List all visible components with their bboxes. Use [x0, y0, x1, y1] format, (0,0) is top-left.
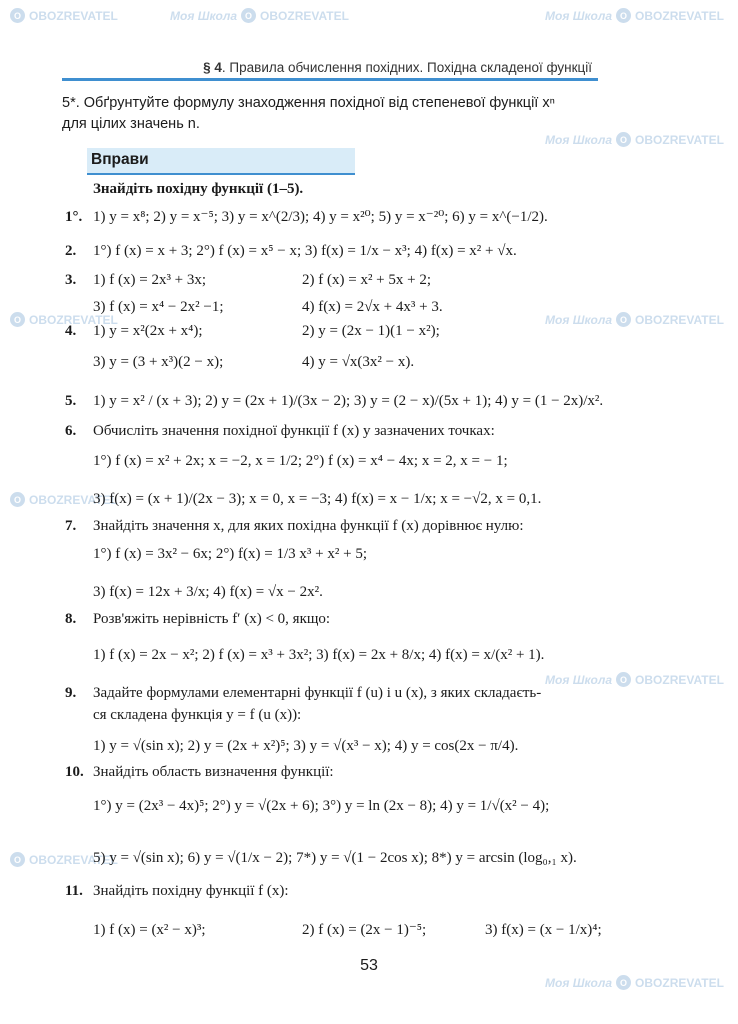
watermark-logo-icon: О — [10, 312, 25, 327]
watermark: О OBOZREVATEL — [10, 852, 118, 867]
task-6 — [65, 420, 495, 442]
watermark: О OBOZREVATEL — [10, 312, 118, 327]
watermark: О OBOZREVATEL — [10, 492, 118, 507]
task-line: 1) f (x) = 2x³ + 3x; — [93, 272, 207, 288]
watermark-logo-icon: О — [616, 672, 631, 687]
task-line: 3) f(x) = (x − 1/x)⁴; — [485, 922, 602, 938]
task-line: 1) f (x) = 2x − x²; 2) f (x) = x³ + 3x²; 3) f(x) = 2x + 8/x; 4) f(x) = x/(x² + 1). — [93, 647, 545, 663]
task-11 — [65, 880, 289, 902]
task-number: 11. — [65, 883, 83, 899]
task-line: Розв'яжіть нерівність f′ (x) < 0, якщо: — [93, 611, 331, 627]
task-4 — [65, 320, 203, 342]
task-line: 2) f (x) = (2x − 1)⁻⁵; — [302, 922, 427, 938]
task-line: Задайте формулами елементарні функції f (u) і u (x), з яких складаєть- — [93, 685, 542, 701]
task-line: Знайдіть значення x, для яких похідна функції f (x) дорівнює нулю: — [93, 518, 524, 534]
task-8 — [65, 608, 330, 630]
task-line: 3) y = (3 + x³)(2 − x); — [93, 354, 224, 370]
watermark-logo-icon: О — [616, 8, 631, 23]
task-line: 5) y = √(sin x); 6) y = √(1/x − 2); 7*) y = √(1 − 2cos x); 8*) y = arcsin (log₀,₁ x). — [93, 850, 577, 866]
exercises-heading: Вправи — [87, 148, 355, 174]
task-line: 1°) y = (2x³ − 4x)⁵; 2°) y = √(2x + 6); 3°) y = ln (2x − 8); 4) y = 1/√(x² − 4); — [93, 798, 550, 814]
watermark: О OBOZREVATEL — [10, 8, 118, 23]
watermark: Моя Школа О OBOZREVATEL — [545, 672, 724, 687]
header-rule — [62, 78, 598, 81]
task-number: 5. — [65, 393, 77, 409]
task-line: Знайдіть похідну функції f (x): — [93, 883, 289, 899]
task-line: 1) y = x⁸; 2) y = x⁻⁵; 3) y = x^(2/3); 4) y = x²⁰; 5) y = x⁻²⁰; 6) y = x^(−1/2). — [93, 209, 548, 225]
section-title: . Правила обчислення похідних. Похідна складеної функції — [221, 60, 592, 75]
task-number: 9. — [65, 685, 77, 701]
task-5 — [65, 390, 603, 412]
watermark: Моя Школа О OBOZREVATEL — [545, 132, 724, 147]
task-number: 6. — [65, 423, 77, 439]
task-line: 2) y = (2x − 1)(1 − x²); — [302, 323, 440, 339]
task-line: 1°) f (x) = x + 3; 2°) f (x) = x⁵ − x; 3) f(x) = 1/x − x³; 4) f(x) = x² + √x. — [93, 243, 517, 259]
task-1 — [65, 206, 548, 228]
watermark-logo-icon: О — [616, 132, 631, 147]
task-9 — [65, 682, 541, 704]
watermark-logo-icon: О — [10, 492, 25, 507]
task-line: 3) f (x) = x⁴ − 2x² −1; — [93, 299, 224, 315]
task-line: ся складена функція y = f (u (x)): — [93, 707, 302, 723]
exercises-intro: Знайдіть похідну функції (1–5). — [93, 181, 304, 197]
task-line: Знайдіть область визначення функції: — [93, 764, 334, 780]
watermark-logo-icon: О — [241, 8, 256, 23]
task-number: 8. — [65, 611, 77, 627]
page-number: 53 — [360, 957, 378, 974]
task-7 — [65, 515, 524, 537]
section-number: § 4 — [203, 60, 222, 75]
task-line: 4) y = √x(3x² − x). — [302, 354, 415, 370]
watermark-logo-icon: О — [10, 852, 25, 867]
running-header — [142, 60, 592, 75]
task-number: 3. — [65, 272, 77, 288]
task-number: 1°. — [65, 209, 83, 225]
watermark-logo-icon: О — [616, 975, 631, 990]
task-line: 4) f(x) = 2√x + 4x³ + 3. — [302, 299, 443, 315]
watermark-logo-icon: О — [616, 312, 631, 327]
question-5 — [62, 93, 672, 135]
question-5-line-2: для цілих значень n. — [62, 116, 200, 132]
question-5-line-1: 5*. Обґрунтуйте формулу знаходження похідної від степеневої функції xⁿ — [62, 95, 555, 111]
task-10 — [65, 761, 334, 783]
task-2 — [65, 240, 517, 262]
task-line: 1°) f (x) = x² + 2x; x = −2, x = 1/2; 2°) f (x) = x⁴ − 4x; x = 2, x = − 1; — [93, 453, 508, 469]
task-line: 1) y = √(sin x); 2) y = (2x + x²)⁵; 3) y = √(x³ − x); 4) y = cos(2x − π/4). — [93, 738, 519, 754]
task-line: 1) y = x² / (x + 3); 2) y = (2x + 1)/(3x − 2); 3) y = (2 − x)/(5x + 1); 4) y = (1 − 2x)/x². — [93, 393, 604, 409]
watermark: Моя Школа О OBOZREVATEL — [545, 8, 724, 23]
task-line: 1) f (x) = (x² − x)³; — [93, 922, 206, 938]
exercises-rule — [87, 173, 355, 175]
task-number: 4. — [65, 323, 77, 339]
task-number: 2. — [65, 243, 77, 259]
task-line: 1°) f (x) = 3x² − 6x; 2°) f(x) = 1/3 x³ + x² + 5; — [93, 546, 367, 562]
task-line: 2) f (x) = x² + 5x + 2; — [302, 272, 432, 288]
task-3 — [65, 269, 206, 291]
watermark: Моя Школа О OBOZREVATEL — [545, 312, 724, 327]
task-line: 3) f(x) = 12x + 3/x; 4) f(x) = √x − 2x². — [93, 584, 323, 600]
task-line: Обчисліть значення похідної функції f (x) у зазначених точках: — [93, 423, 495, 439]
task-line: 3) f(x) = (x + 1)/(2x − 3); x = 0, x = −3; 4) f(x) = x − 1/x; x = −√2, x = 0,1. — [93, 491, 542, 507]
task-line: 1) y = x²(2x + x⁴); — [93, 323, 203, 339]
watermark: Моя Школа О OBOZREVATEL — [545, 975, 724, 990]
task-number: 10. — [65, 764, 84, 780]
task-number: 7. — [65, 518, 77, 534]
watermark: Моя Школа О OBOZREVATEL — [170, 8, 349, 23]
watermark-logo-icon: О — [10, 8, 25, 23]
